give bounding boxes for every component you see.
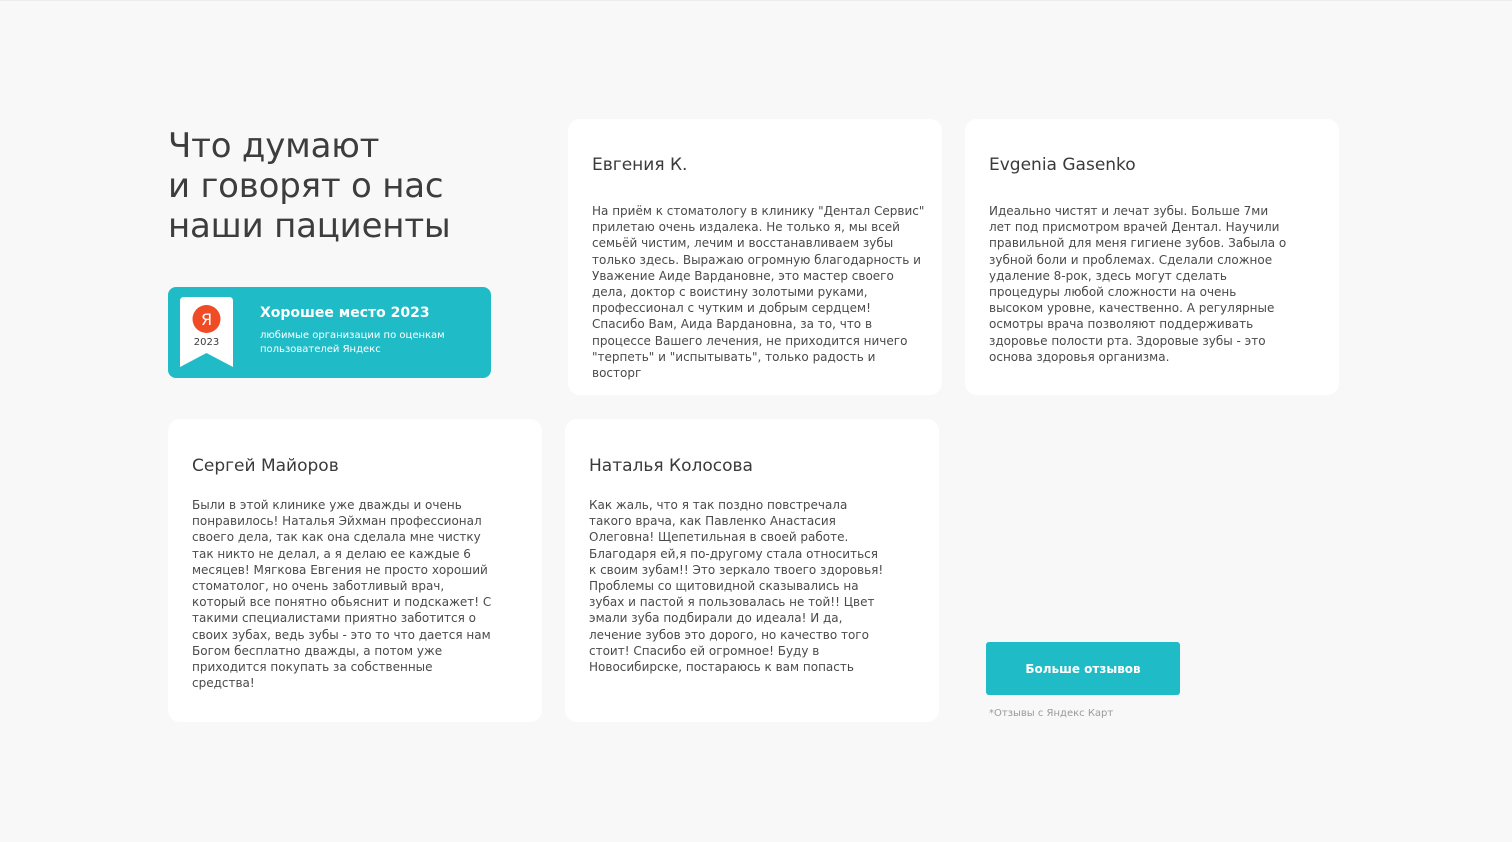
review-text: Были в этой клинике уже дважды и очень понравилось! Наталья Эйхман профессионал своего дела, так как она сделала мне чистку так никто не делал, а я делаю ее каждые 6 месяцев! Мягкова Евгения не просто хороший стоматолог, но очень заботливый врач, который все понятно обьяснит и подскажет! С такими специалистами приятно заботится о своих зубах, ведь зубы - это то что дается нам Богом бесплатно дважды, а потом уже приходится покупать за собственные средства! bbox=[192, 498, 492, 691]
section-heading: Что думают и говорят о нас наши пациенты bbox=[168, 126, 451, 246]
reviewer-name: Evgenia Gasenko bbox=[989, 155, 1136, 175]
review-text: Как жаль, что я так поздно повстречала такого врача, как Павленко Анастасия Олеговна! Щепетильная в своей работе. Благодаря ей,я по-другому стала относиться к своим зубам!! Это зеркало твоего здоровья! Проблемы со щитовидной сказывались на зубах и пастой я пользовалась не той!! Цвет эмали зуба подбирали до идеала! И да, лечение зубов это дорого, но качество того стоит! Спасибо ей огромное! Буду в Новосибирске, постараюсь к вам попасть bbox=[589, 498, 884, 675]
review-card bbox=[965, 119, 1339, 395]
yandex-good-place-badge[interactable] bbox=[168, 287, 491, 378]
review-card bbox=[568, 119, 942, 395]
review-text: На приём к стоматологу в клинику "Дентал Сервис" прилетаю очень издалека. Не только я, мы всей семьёй чистим, лечим и восстанавливаем зубы только здесь. Выражаю огромную благодарность и Уважение Аиде Вардановне, это мастер своего дела, доктор с воистину золотыми руками, профессионал с чутким и добрым сердцем! Спасибо Вам, Аида Вардановна, за то, что в процессе Вашего лечения, не приходится ничего "терпеть" и "испытывать", только радость и восторг bbox=[592, 204, 925, 381]
badge-title: Хорошее место 2023 bbox=[260, 305, 430, 321]
reviewer-name: Евгения К. bbox=[592, 155, 688, 175]
more-reviews-button[interactable]: Больше отзывов bbox=[986, 642, 1180, 695]
reviews-source-note: *Отзывы с Яндекс Карт bbox=[989, 708, 1114, 719]
review-card bbox=[168, 419, 542, 722]
badge-year: 2023 bbox=[193, 337, 220, 348]
logo-letter: Я bbox=[200, 310, 213, 329]
award-ribbon-icon bbox=[180, 297, 233, 367]
top-divider bbox=[0, 0, 1512, 1]
review-text: Идеально чистят и лечат зубы. Больше 7ми лет под присмотром врачей Дентал. Научили правильной для меня гигиене зубов. Забыла о зубной боли и проблемах. Сделали сложное удаление 8-рок, здесь могут сделать процедуры любой сложности на очень высоком уровне, качественно. А регулярные осмотры врача позволяют поддерживать здоровье полости рта. Здоровые зубы - это основа здоровья организма. bbox=[989, 204, 1287, 364]
reviewer-name: Наталья Колосова bbox=[589, 456, 753, 476]
badge-subtitle: любимые организации по оценкам пользователей Яндекс bbox=[260, 330, 445, 355]
reviewer-name: Сергей Майоров bbox=[192, 456, 339, 476]
review-card bbox=[565, 419, 939, 722]
